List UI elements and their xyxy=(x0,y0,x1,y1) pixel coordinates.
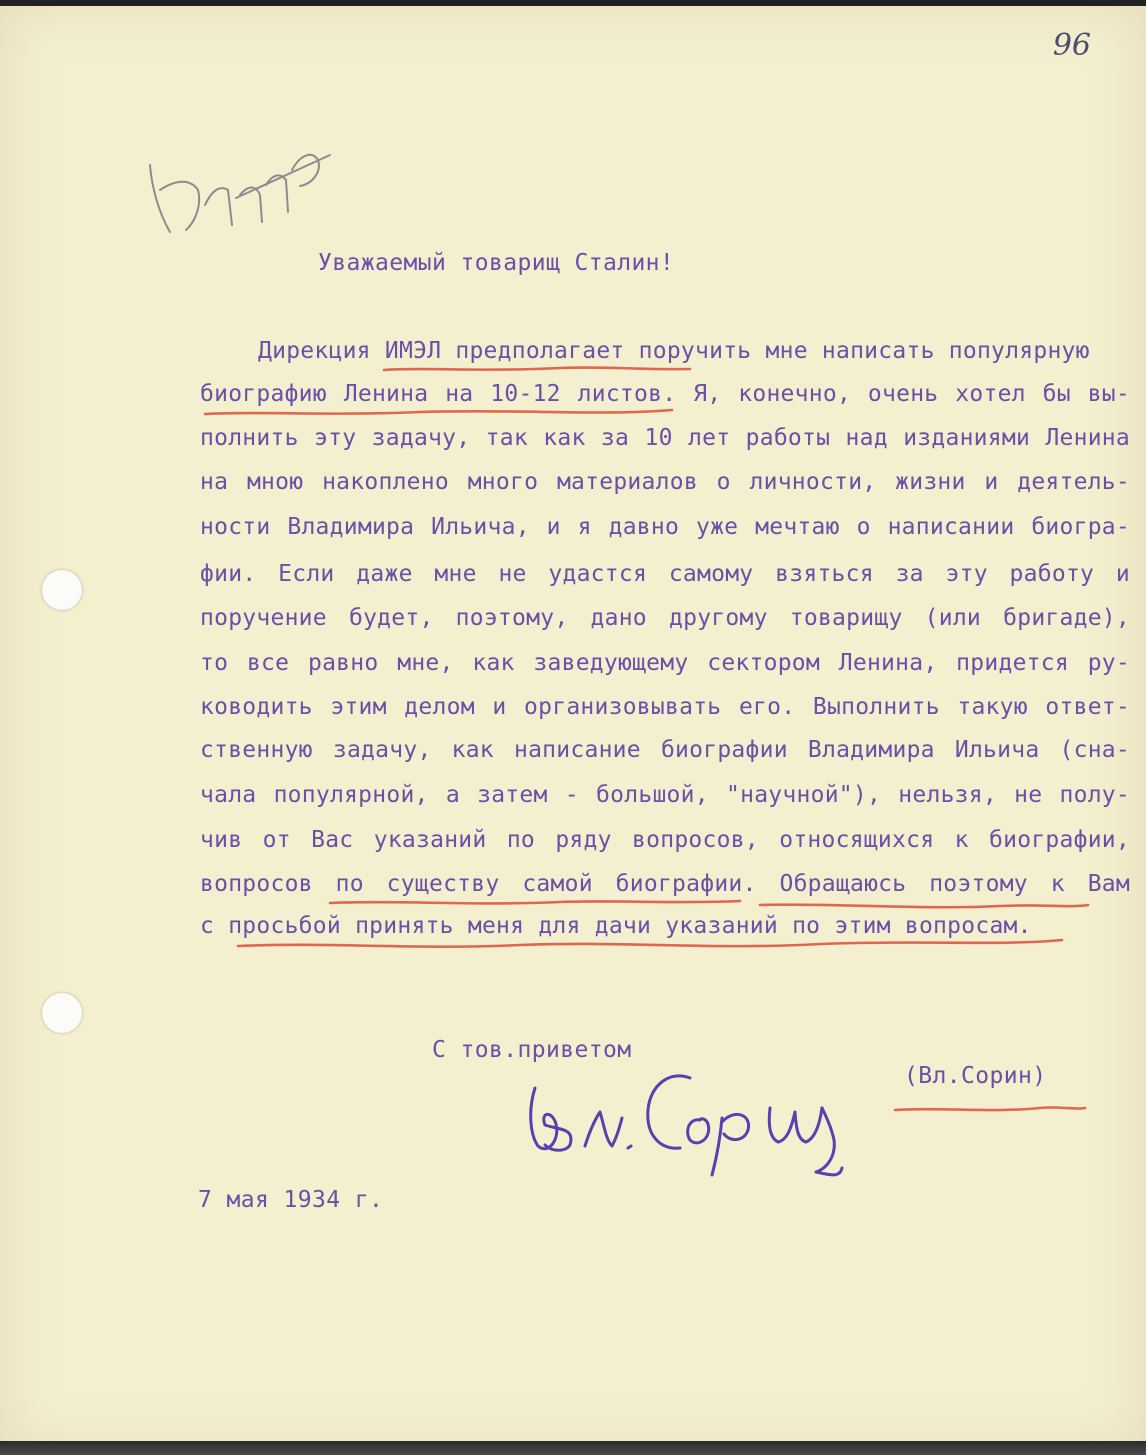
typed-signature-name: (Вл.Сорин) xyxy=(904,1063,1047,1089)
body-line: ности Владимира Ильича, и я давно уже мечтаю о написании биогра- xyxy=(200,514,1130,540)
letter-date: 7 мая 1934 г. xyxy=(198,1187,384,1213)
archive-page-number: 96 xyxy=(1052,28,1091,63)
closing-greeting: С тов.приветом xyxy=(432,1037,632,1063)
body-line: чала популярной, а затем - большой, "научной"), нельзя, не полу- xyxy=(200,782,1130,808)
body-line: полнить эту задачу, так как за 10 лет работы над изданиями Ленина xyxy=(200,425,1130,451)
body-line: Дирекция ИМЭЛ предполагает поручить мне написать популярную xyxy=(258,338,1090,364)
body-line: вопросов по существу самой биографии. Обращаюсь поэтому к Вам xyxy=(200,871,1130,897)
body-line: на мною накоплено много материалов о личности, жизни и деятель- xyxy=(200,469,1130,495)
body-line: фии. Если даже мне не удастся самому взяться за эту работу и xyxy=(200,561,1130,587)
salutation: Уважаемый товарищ Сталин! xyxy=(318,250,675,276)
scan-bottom-edge xyxy=(0,1441,1146,1455)
body-line: биографию Ленина на 10-12 листов. Я, конечно, очень хотел бы вы- xyxy=(200,381,1130,407)
body-line: чив от Вас указаний по ряду вопросов, относящихся к биографии, xyxy=(200,827,1130,853)
body-line: с просьбой принять меня для дачи указаний по этим вопросам. xyxy=(200,913,1032,939)
body-line: ственную задачу, как написание биографии Владимира Ильича (сна- xyxy=(200,737,1130,763)
body-line: ководить этим делом и организовывать его. Выполнить такую ответ- xyxy=(200,694,1130,720)
body-line: то все равно мне, как заведующему сектором Ленина, придется ру- xyxy=(200,650,1130,676)
body-line: поручение будет, поэтому, дано другому товарищу (или бригаде), xyxy=(200,605,1130,631)
